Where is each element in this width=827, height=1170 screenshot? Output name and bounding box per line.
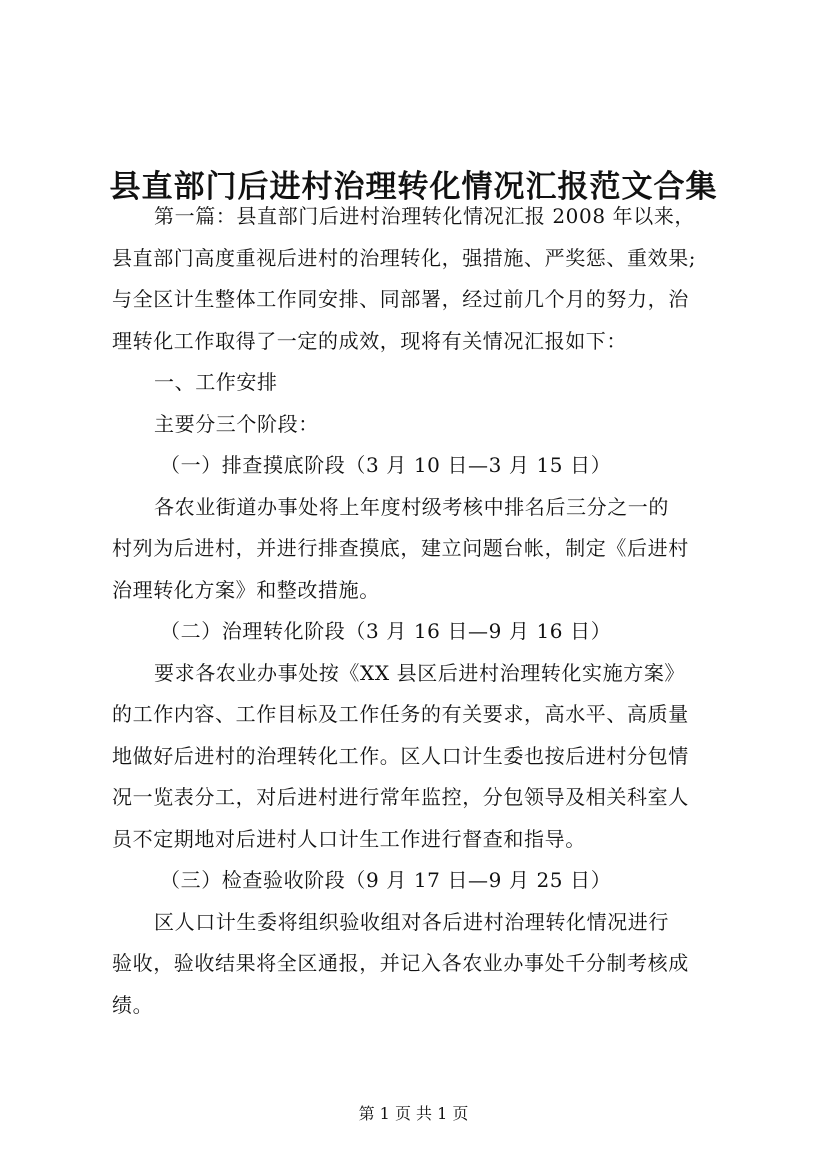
heading-line: 一、工作安排 <box>154 370 278 394</box>
subheading-line: （三）检查验收阶段（9 月 17 日—9 月 25 日） <box>160 868 612 892</box>
stage-two-heading <box>112 611 724 653</box>
stage-two-paragraph <box>112 653 724 861</box>
stage-one-heading <box>112 445 724 487</box>
paragraph-line: 与全区计生整体工作同安排、同部署，经过前几个月的努力，治 <box>112 287 689 311</box>
stage-three-paragraph <box>112 902 724 1027</box>
subheading-line: （一）排查摸底阶段（3 月 10 日—3 月 15 日） <box>160 453 612 477</box>
paragraph-line: 要求各农业办事处按《XX 县区后进村治理转化实施方案》 <box>154 660 686 685</box>
document-body <box>112 196 724 1026</box>
paragraph-line: 地做好后进村的治理转化工作。区人口计生委也按后进村分包情 <box>112 743 689 768</box>
paragraph-line: 员不定期地对后进村人口计生工作进行督查和指导。 <box>112 826 586 851</box>
subheading-line: （二）治理转化阶段（3 月 16 日—9 月 16 日） <box>160 619 612 643</box>
paragraph-line: 各农业街道办事处将上年度村级考核中排名后三分之一的 <box>154 494 669 519</box>
paragraph-line: 况一览表分工，对后进村进行常年监控，分包领导及相关科室人 <box>112 785 689 809</box>
stage-intro <box>112 404 724 446</box>
paragraph-line: 村列为后进村，并进行排查摸底，建立问题台帐，制定《后进村 <box>112 536 689 560</box>
section-heading <box>112 362 724 404</box>
paragraph-line: 验收，验收结果将全区通报，并记入各农业办事处千分制考核成 <box>112 951 689 975</box>
paragraph-line: 治理转化方案》和整改措施。 <box>112 577 380 602</box>
paragraph-line: 主要分三个阶段： <box>154 411 319 436</box>
stage-three-heading <box>112 860 724 902</box>
paragraph-line: 区人口计生委将组织验收组对各后进村治理转化情况进行 <box>154 909 669 934</box>
paragraph-line: 县直部门高度重视后进村的治理转化，强措施、严奖惩、重效果; <box>112 245 697 270</box>
stage-one-paragraph <box>112 487 724 612</box>
document-title: 县直部门后进村治理转化情况汇报范文合集 <box>109 168 718 205</box>
paragraph-line: 的工作内容、工作目标及工作任务的有关要求，高水平、高质量 <box>112 702 689 726</box>
paragraph-line: 绩。 <box>112 992 154 1017</box>
intro-paragraph <box>112 196 724 362</box>
paragraph-line: 理转化工作取得了一定的成效，现将有关情况汇报如下： <box>112 328 627 353</box>
page-footer: 第 1 页 共 1 页 <box>358 1104 469 1123</box>
paragraph-line: 第一篇：县直部门后进村治理转化情况汇报 2008 年以来， <box>154 204 696 228</box>
